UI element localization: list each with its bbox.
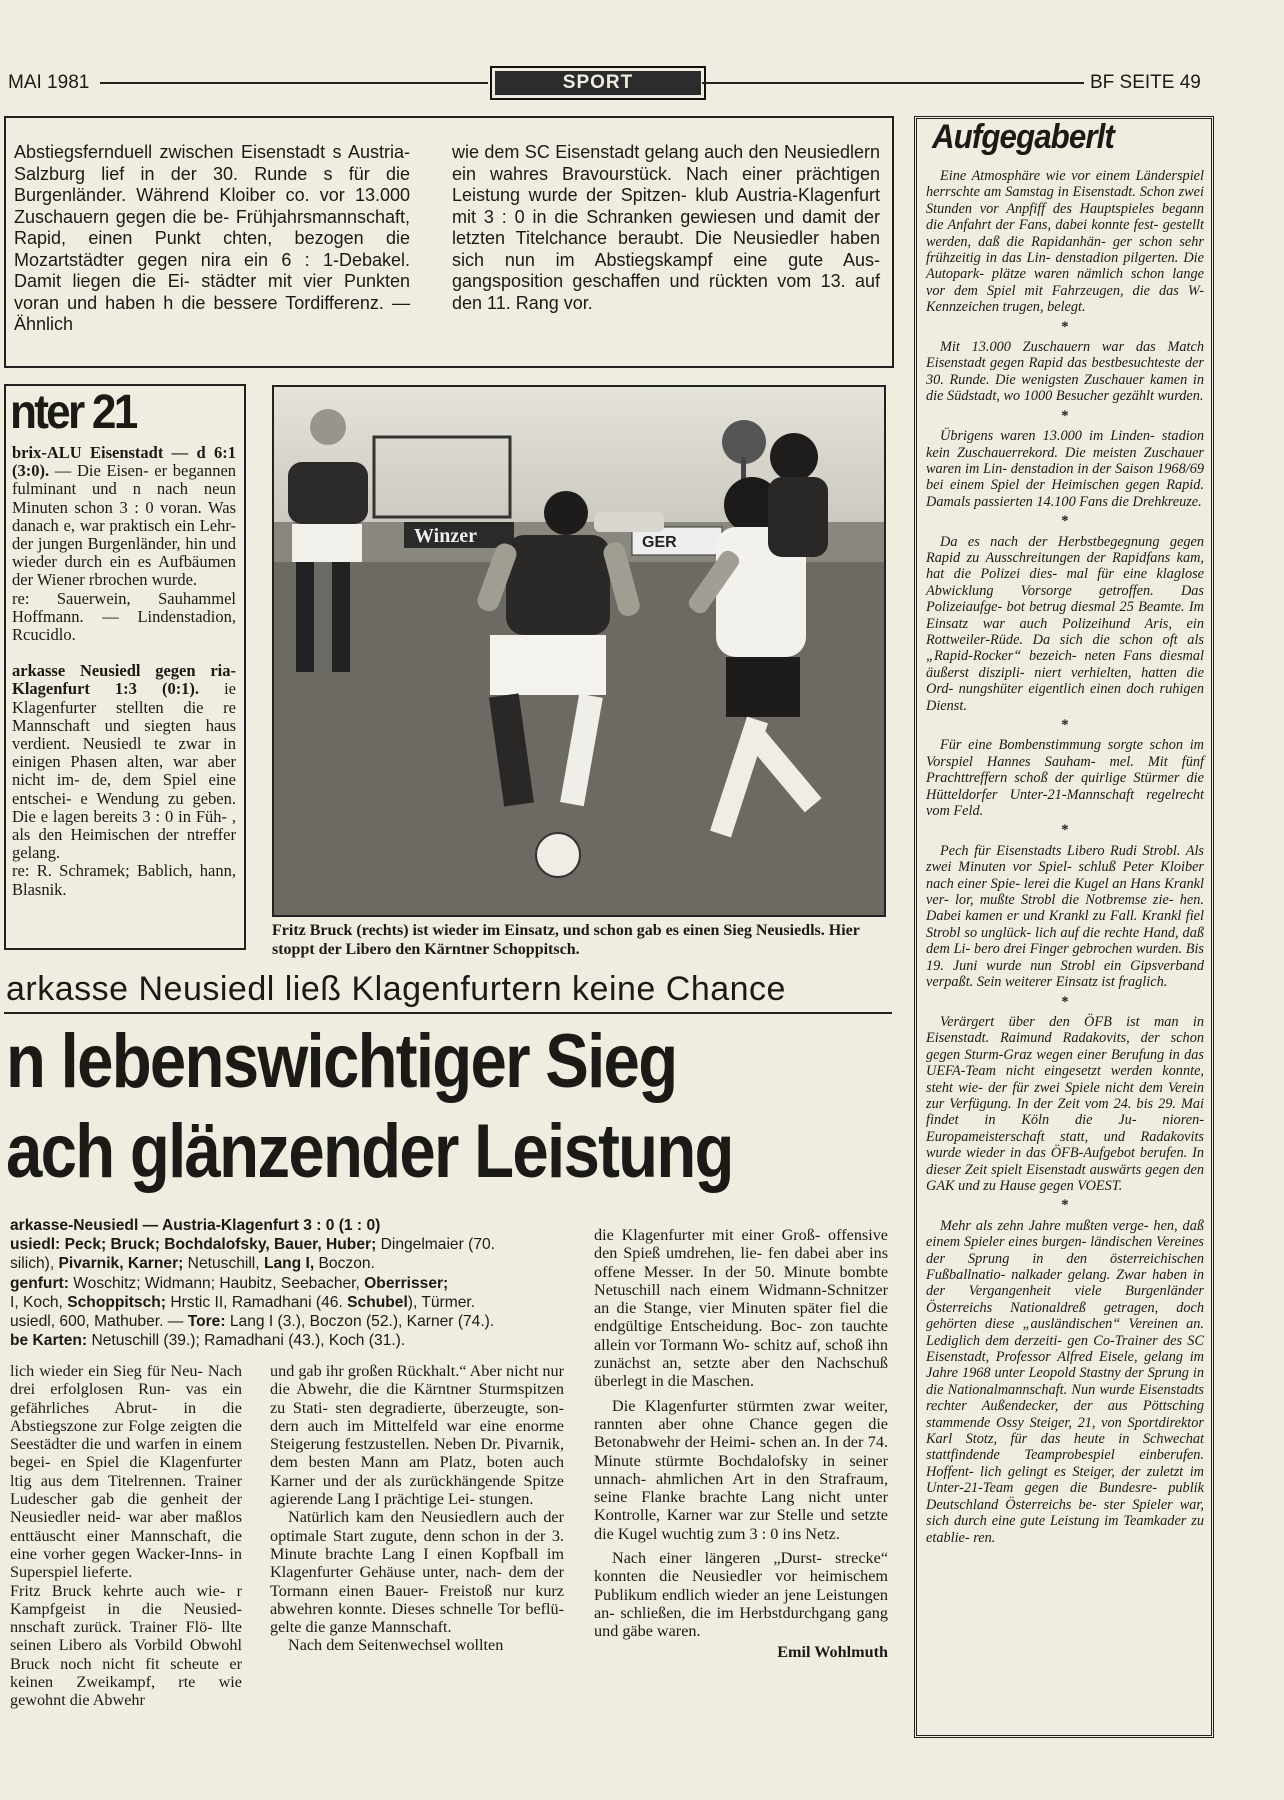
article-col2-para-1: und gab ihr großen Rückhalt.“ Aber nicht nur die Abwehr, die die Kärntner Sturmspitzen zu Stati- sten degradierte, überzeugte, son- dern auch im Mittelfeld war eine enorme Steigerung festzustellen. Neben Dr. Pivarnik, dem besten Mann am Platz, boten auch Karner und der als zurückhängende Spitze agierende Lang I prächtige Lei- stungen. [270,1362,564,1509]
article-column-1 [10,1362,242,1710]
referee-2: re: R. Schramek; Bablich, hann, Blasnik. [12,861,236,899]
sidebar-item: Eine Atmosphäre wie vor einem Länderspiel herrschte am Samstag in Eisenstadt. Schon zwei Stunden vor Anpfiff des Hauptspieles begann die Anfahrt der Fans, dabei konnte fest- gestellt werden, daß die Rapidanhän- ger schon sehr frühzeitig in das Lin- denstadion pilgerten. Die Autopark- plätze waren nämlich schon lange vor dem Spiel mit Fahrzeugen, die das W-Kennzeichen trugen, belegt. [926,168,1204,316]
lineup-line-4c: Hrstic II, Ramadhani (46. [165,1293,348,1311]
sidebar-item: Pech für Eisenstadts Libero Rudi Strobl. Als zwei Minuten vor Spiel- schluß Peter Kloiber nach einer Spie- lerei die Kugel an Hans Krankl ver- lor, mußte Strobl die Notbremse zie- hen. Dabei kamen er und Krankl zu Fall. Krankl fiel Strobl so unglück- lich auf die rechte Hand, daß dem Li- bero drei Finger gebrochen wurden. Bis 19. Juni wurde nun Strobl ein Gipsverband verpaßt. Sein weiterer Einsatz ist fraglich. [926,842,1204,991]
match-photo [272,385,886,917]
separator-star: * [1061,717,1069,733]
separator-star: * [1061,822,1069,839]
lineup-line-4a: I, Koch, [10,1293,68,1311]
page-number: BF SEITE 49 [1090,72,1201,93]
separator-star: * [1061,993,1069,1010]
banner-text: Winzer [414,525,477,547]
lineup-line-4d: Schubel [347,1293,408,1311]
sidebar-item: Für eine Bombenstimmung sorgte schon im Vorspiel Hannes Sauham- mel. Mit fünf Prachttreffern schoß der quirlige Stürmer die Hütteldorfer Unter-21-Mannschaft regelrecht vom Feld. [926,737,1204,820]
article-col2-para-2: Natürlich kam den Neusiedlern auch der optimale Start zugute, denn schon in der 3. Minute brachte Lang I einen Kopfball im Klagenfurter Gehäuse unter, nach- dem der Tormann einen Bauer- Freistoß nur kurz abwehren konnte. Dieses schnelle Tor beflü- gelte die ganze Mannschaft. [270,1508,564,1637]
photo-caption: Fritz Bruck (rechts) ist wieder im Einsatz, und schon gab es einen Sieg Neusiedls. Hier stoppt der Libero den Kärntner Schoppitsch. [272,922,860,958]
match-lineup [10,1216,578,1350]
lineup-line-2c: Netuschill, [183,1255,264,1273]
lineup-line-1: Dingelmaier (70. [376,1236,496,1254]
article-col3-para-2: Die Klagenfurter stürmten zwar weiter, rannten aber ohne Chance gegen die Betonabwehr der Heimi- schen an. In der 74. Minute stürmte Bochdalofsky in seiner unnach- ahmlichen Art in den Strafraum, seine Flanke brachte Lang nicht unter Kontrolle, Karner war zur Stelle und setzte die Kugel wuchtig zum 3 : 0 ins Netz. [594,1396,888,1543]
author-byline: Emil Wohlmuth [777,1642,888,1661]
sidebar-item: Da es nach der Herbstbegegnung gegen Rapid zu Ausschreitungen der Rapidfans kam, hat die Polizei dies- mal für eine klaglose Abwicklung Vorsorge getroffen. Das Polizeiaufge- bot betrug diesmal 25 Beamte. Im Einsatz war auch Polizeihund Aris, ein Rottweiler-Rüde. Da sich die schon oft als „Rapid-Rocker“ bezeich- neten Fans diesmal äußerst diszipli- niert verhielten, hatten die Ord- nungshüter eigentlich einen doch ruhigen Dienst. [926,533,1204,714]
issue-date: MAI 1981 [8,72,90,93]
lineup-line-2d: Lang I, [263,1255,315,1273]
article-subheading: arkasse Neusiedl ließ Klagenfurtern keine Chance [6,970,786,1008]
sidebar-item: Übrigens waren 13.000 im Linden- stadion kein Zuschauerrekord. Die meisten Zuschauer waren im Lin- denstadion in der Saison 1968/69 bei einem Spiel der Heimischen gegen Rapid. Damals passierten 14.100 Fans die Drehkreuze. [926,428,1204,510]
lineup-line-3c: Oberrisser; [364,1274,449,1292]
sidebar-heading: Aufgegaberlt [932,118,1114,156]
article-col1-para-1: lich wieder ein Sieg für Neu- Nach drei erfolglosen Run- vas ein gefährliches Abrut- in die Abstiegszone zur Folge zeigten die Seestädter die und warfen in einem begei- en Spiel die Klagenfurter ltig aus dem Titelrennen. Trainer Ludescher gab die genheit der Neusiedler neid- war aber maßlos enttäuscht einer Mannschaft, die eine vorher gegen Wacker-Inns- in Superspiel lieferte. [10,1362,242,1582]
separator-star: * [1061,318,1069,335]
lineup-line-5c: Lang I (3.), Boczon (52.), Karner (74.). [225,1313,495,1331]
lineup-result: arkasse-Neusiedl — Austria-Klagenfurt 3 : 0 (1 : 0) [10,1217,381,1234]
match-result-1: brix-ALU Eisenstadt — d 6:1 (3:0). [12,443,236,481]
banner-text-2: GER [642,534,677,551]
lineup-line-5a: usiedl, 600, Mathuber. — [10,1313,188,1331]
headline-line-2: ach glänzender Leistung [6,1109,733,1194]
lineup-line-5b: Tore: [187,1313,226,1331]
report-1: — Die Eisen- er begannen fulminant und n nach neun Minuten schon 3 : 0 voran. Was danach e, war praktisch ein Lehr- der jungen Burgenländer, hin und wieder durch ein es Aufbäumen der Wiener rbrochen wurde. [12,461,237,590]
sidebar-item: Verärgert über den ÖFB ist man in Eisenstadt. Raimund Radakovits, der schon gegen Sturm-Graz wegen einer Berufung in das UEFA-Team nicht eingesetzt werden konnte, steht wie- der für zwei Spiele nicht dem Verein zur Verfügung. In der Zeit vom 24. bis 29. Mai findet in Köln die Ju- nioren-Europameisterschaft statt, und Radakovits wurde wieder in das ÖFB-Aufgebot berufen. In dieser Zeit spielt Eisenstadt auswärts gegen den GAK und zu Hause gegen VOEST. [926,1013,1204,1194]
top-article-column-2: wie dem SC Eisenstadt gelang auch den Neusiedlern ein wahres Bravourstück. Nach einer prächtigen Leistung wurde der Spitzen- klub Austria-Klagenfurt mit 3 : 0 in die Schranken gewiesen und damit der letzten Titelchance beraubt. Die Neusiedler haben sich nun im Abstiegskampf eine gute Aus- gangsposition geschaffen und rückten vom 13. auf den 11. Rang vor. [452,142,880,313]
lineup-line-6a: be Karten: [10,1332,88,1350]
under-21-heading: nter 21 [10,386,136,439]
under-21-text [12,444,236,899]
lineup-line-4e: ), Türmer. [407,1293,476,1311]
sidebar-item: Mehr als zehn Jahre mußten verge- hen, daß einem Spieler eines burgen- ländischen Vereines der Sprung in den österreichischen Fußballnatio- nalkader gelang. Zwar haben in der Vergangenheit viele Burgenländer Österreichs Nationaldreß getragen, doch gehörten diese „ausländischen“ Vereinen an. Lediglich dem derzeiti- gen Co-Trainer des SC Eisenstadt, Professor Alfred Eisele, gelang im Jahre 1968 unter Leopold Stastny der Sprung in die Nationalmannschaft. Nun wurde Eisenstadts rechter Außendecker, der aus Pöttsching stammende Ossy Steiger, 21, von Sportdirektor Karl Stotz, für das heute in Schwechat stattfindende Teamprobespiel einberufen. Hoffent- lich gelingt es Steiger, der zuletzt im Unter-21-Team gegen die Bundesre- publik Deutschland Österreichs be- ster Spieler war, sich durch eine gute Leistung im Teamkader zu etablie- ren. [926,1217,1204,1546]
article-column-3 [594,1226,888,1661]
top-article-column-1: Abstiegsfernduell zwischen Eisenstadt s Austria-Salzburg lief in der 30. Runde s für die Burgenländer. Während Kloiber co. vor 13.000 Zuschauern gegen die be- Frühjahrsmannschaft, Rapid, einen Punkt chten, bezogen die Mozartstädter gegen nira ein 6 : 1-Debakel. Damit liegen die Ei- städter mit vier Punkten voran und haben h die bessere Tordifferenz. — Ähnlich [14,142,410,334]
under-21-paragraph-2 [12,662,236,862]
section-badge: SPORT [490,66,706,100]
subheading-rule [4,1012,892,1014]
report-2: ie Klagenfurter stellten die re Mannschaft und siegten haus verdient. Neusiedl te zwar in einigen Phasen alten, war aber nicht im- de, dem Spiel eine entschei- e Wendung zu geben. Die e lagen bereits 3 : 0 in Füh- , als den Heimischen der ntreffer gelang. [12,679,237,863]
separator-star: * [1061,513,1069,530]
sidebar-text [926,168,1204,1546]
separator-star: * [1061,407,1069,424]
football-players-photo [274,387,884,915]
article-column-2 [270,1362,564,1655]
match-result-2: arkasse Neusiedl gegen ria-Klagenfurt 1:3 (0:1). [12,661,236,699]
article-col2-para-3: Nach dem Seitenwechsel wollten [288,1636,504,1655]
lineup-line-2b: Pivarnik, Karner; [58,1255,184,1273]
lineup-line-3b: Woschitz; Widmann; Haubitz, Seebacher, [68,1274,365,1292]
lineup-line-1-bold: usiedl: Peck; Bruck; Bochdalofsky, Bauer, Huber; [10,1236,377,1254]
header-rule-left [100,82,488,84]
headline-line-1: n lebenswichtiger Sieg [6,1019,677,1104]
lineup-line-2a: silich), [10,1255,59,1273]
article-col1-para-2: Fritz Bruck kehrte auch wie- r Kampfgeist in die Neusied- nnschaft zurück. Trainer Flö- llte seinen Libero als Vorbild Obwohl Bruck noch nicht fit scheute er keinen Zweikampf, rte wie gewohnt die Abwehr [10,1581,242,1710]
under-21-paragraph-1 [12,444,236,590]
lineup-line-4b: Schoppitsch; [67,1293,166,1311]
lineup-line-6b: Netuschill (39.); Ramadhani (43.), Koch (31.). [87,1332,406,1350]
referee-1: re: Sauerwein, Sauhammel Hoffmann. — Lindenstadion, Rcucidlo. [12,588,236,645]
sidebar-item: Mit 13.000 Zuschauern war das Match Eisenstadt gegen Rapid das bestbesuchteste der 30. Runde. Die wenigsten Zuschauer kamen in die Südstadt, wo 1000 Besucher gezählt wurden. [926,339,1204,405]
separator-star: * [1061,1197,1069,1214]
header-rule-right [702,82,1084,84]
article-col3-para-3: Nach einer längeren „Durst- strecke“ konnten die Neusiedler vor heimischem Publikum endlich wieder an jene Leistungen an- schließen, die im Herbstdurchgang gang und gäbe waren. [594,1549,888,1641]
lineup-line-2e: Boczon. [314,1255,375,1273]
lineup-line-3a: genfurt: [10,1274,69,1292]
article-col3-para-1: die Klagenfurter mit einer Groß- offensive den Spieß umdrehen, lie- fen dabei aber ins offene Messer. In der 50. Minute bombte Netuschill nach einem Widmann-Schnitzer an die Stange, vier Minuten später fiel die endgültige Entscheidung. Boc- zon tauchte allein vor Tormann Wo- schitz auf, schoß ihn zunächst an, setzte aber den Nachschuß überlegt in die Maschen. [594,1226,888,1391]
